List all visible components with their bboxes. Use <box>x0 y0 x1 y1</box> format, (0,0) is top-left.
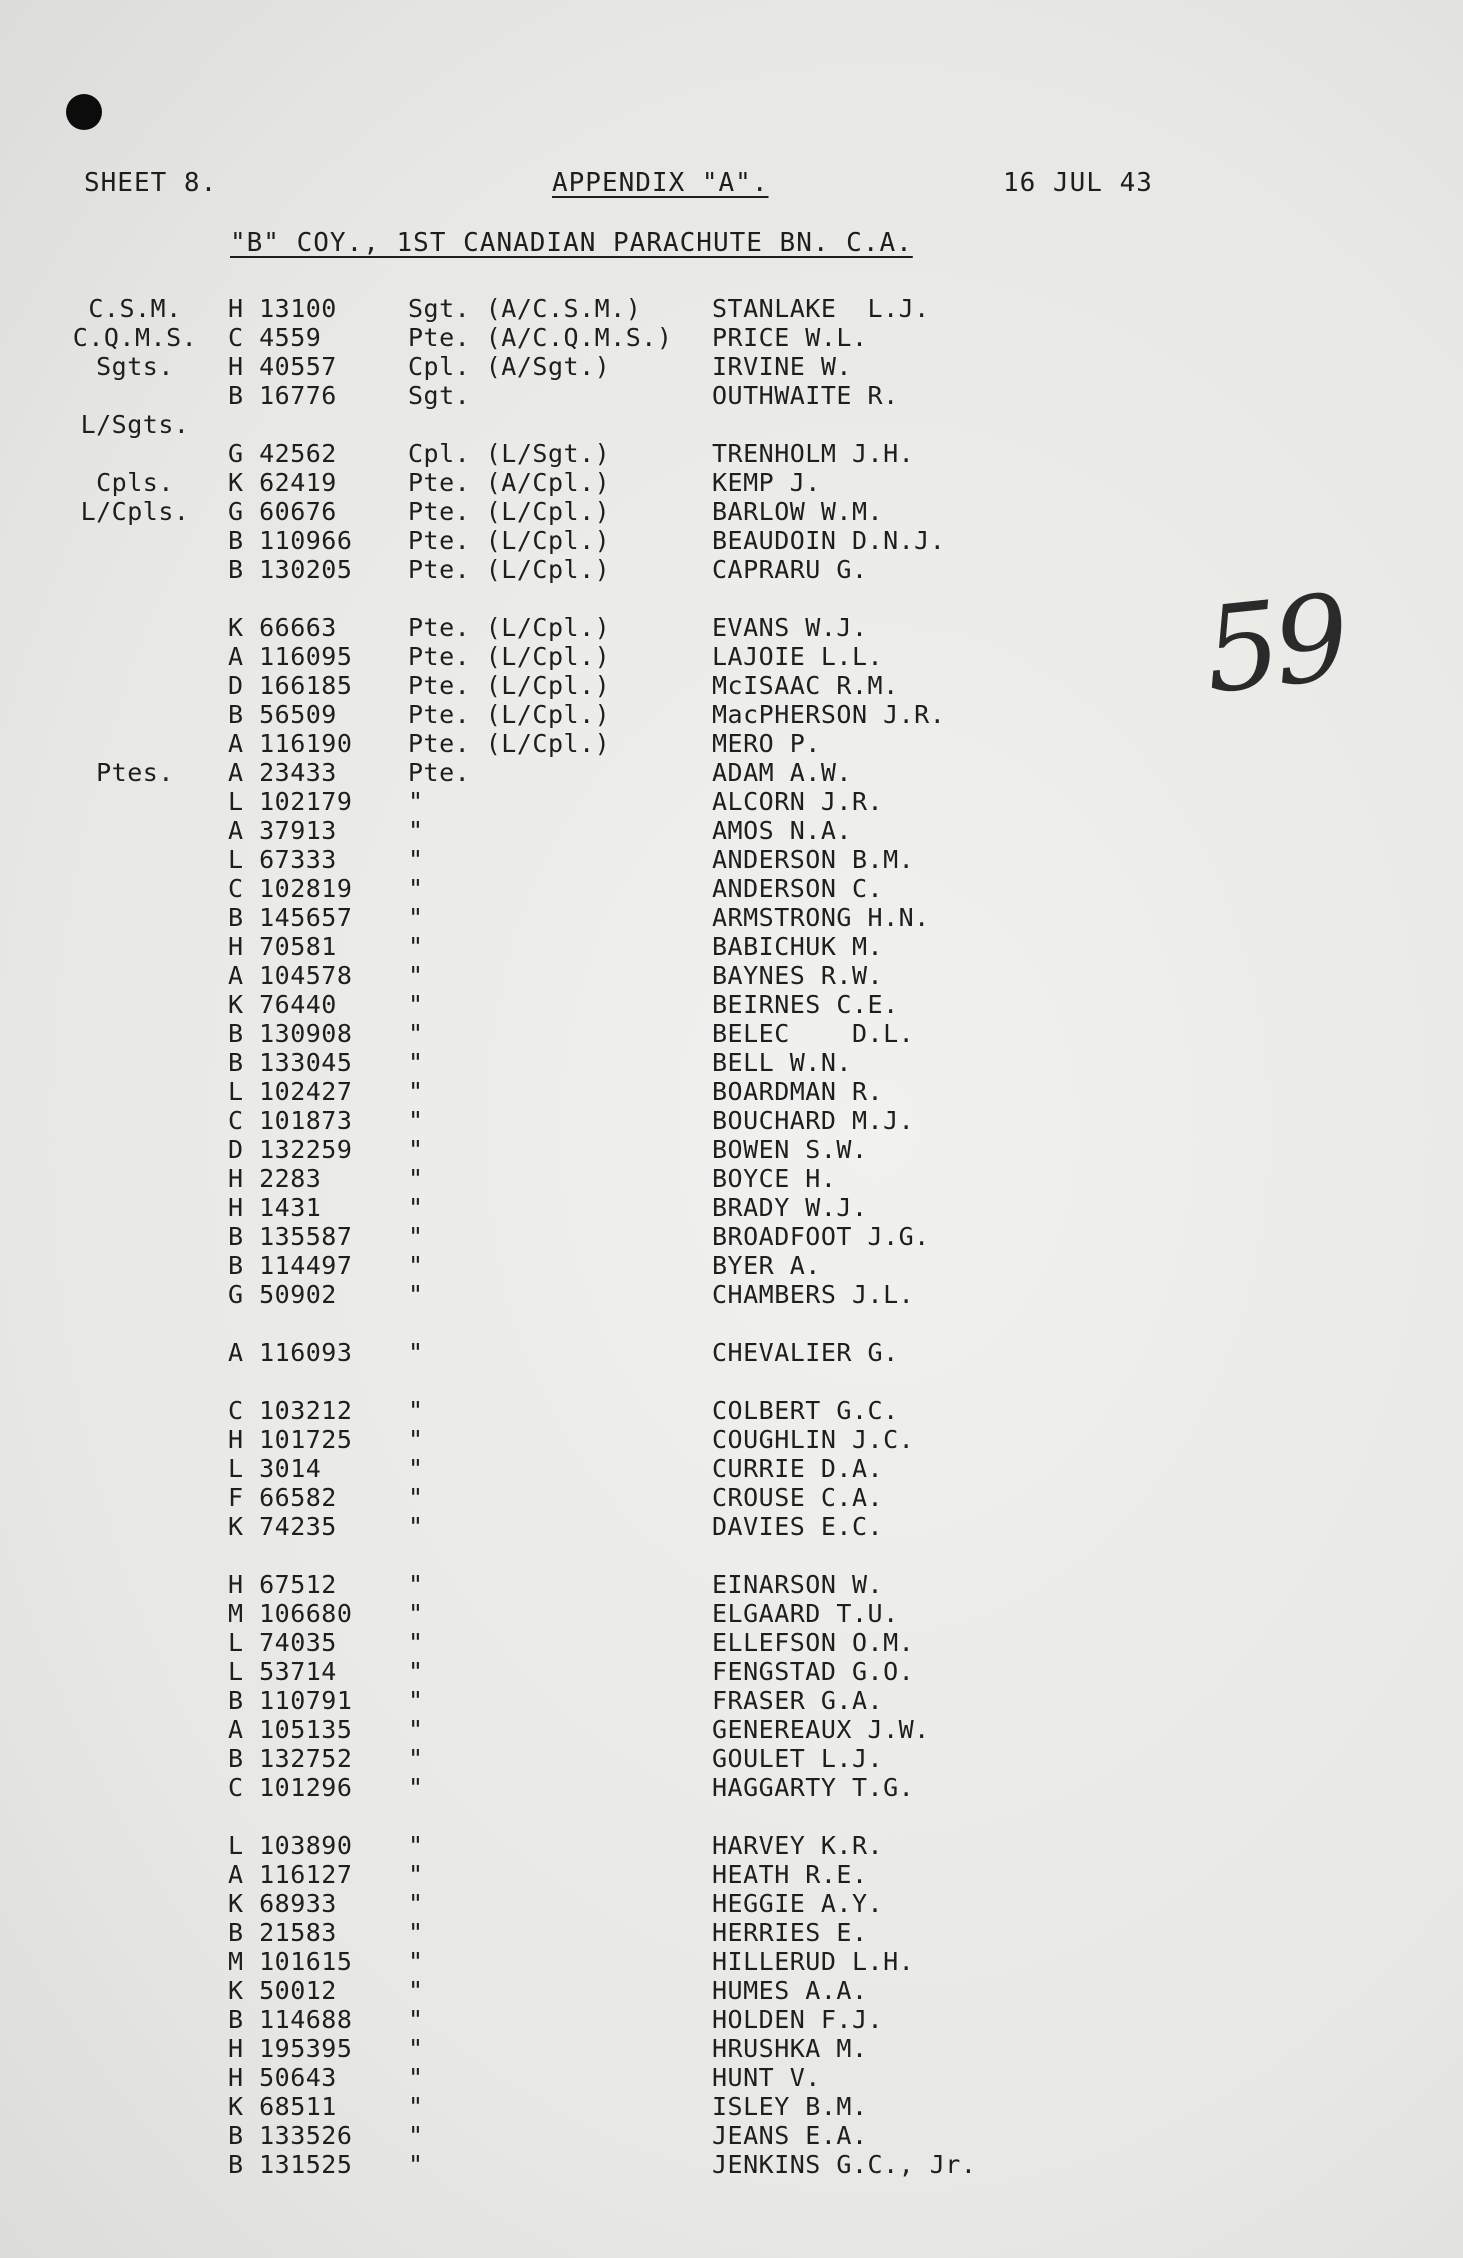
roster-name: BOYCE H. <box>712 1164 837 1193</box>
roster-service-number: C 4559 <box>228 323 322 352</box>
roster-service-number: A 116095 <box>228 642 353 671</box>
roster-service-number: K 68511 <box>228 2092 337 2121</box>
roster-grade: " <box>408 1744 424 1773</box>
roster-rank: C.Q.M.S. <box>72 323 198 352</box>
roster-grade: " <box>408 1106 424 1135</box>
roster-name: BAYNES R.W. <box>712 961 884 990</box>
roster-name: HAGGARTY T.G. <box>712 1773 915 1802</box>
handwritten-folio-number: 59 <box>1198 568 1350 720</box>
roster-rank: Sgts. <box>96 352 174 381</box>
roster-name: HOLDEN F.J. <box>712 2005 884 2034</box>
roster-grade: " <box>408 1251 424 1280</box>
roster-name: BOWEN S.W. <box>712 1135 868 1164</box>
roster-name: BOUCHARD M.J. <box>712 1106 915 1135</box>
roster-grade: Pte. <box>408 758 471 787</box>
roster-name: BROADFOOT J.G. <box>712 1222 930 1251</box>
roster-name: CAPRARU G. <box>712 555 868 584</box>
roster-service-number: H 101725 <box>228 1425 353 1454</box>
roster-name: CURRIE D.A. <box>712 1454 884 1483</box>
roster-grade: " <box>408 845 424 874</box>
roster-service-number: B 133045 <box>228 1048 353 1077</box>
roster-service-number: A 37913 <box>228 816 337 845</box>
roster-service-number: H 70581 <box>228 932 337 961</box>
roster-name: KEMP J. <box>712 468 821 497</box>
roster-rank: L/Cpls. <box>80 497 190 526</box>
roster-name: ANDERSON B.M. <box>712 845 915 874</box>
roster-service-number: A 23433 <box>228 758 337 787</box>
roster-service-number: L 67333 <box>228 845 337 874</box>
document-date: 16 JUL 43 <box>1003 168 1153 198</box>
roster-grade: " <box>408 816 424 845</box>
roster-grade: " <box>408 1222 424 1251</box>
roster-name: HEATH R.E. <box>712 1860 868 1889</box>
roster-name: EINARSON W. <box>712 1570 884 1599</box>
unit-heading: "B" COY., 1ST CANADIAN PARACHUTE BN. C.A. <box>230 228 913 258</box>
document-title: APPENDIX "A". <box>552 168 769 198</box>
roster-grade: Cpl. (A/Sgt.) <box>408 352 611 381</box>
roster-grade: " <box>408 1715 424 1744</box>
roster-service-number: B 110791 <box>228 1686 353 1715</box>
roster-service-number: D 132259 <box>228 1135 353 1164</box>
roster-name: HERRIES E. <box>712 1918 868 1947</box>
roster-grade: Pte. (L/Cpl.) <box>408 729 611 758</box>
roster-name: TRENHOLM J.H. <box>712 439 915 468</box>
roster-name: CHAMBERS J.L. <box>712 1280 915 1309</box>
roster-name: JEANS E.A. <box>712 2121 868 2150</box>
roster-grade: " <box>408 1599 424 1628</box>
roster-name: BELL W.N. <box>712 1048 852 1077</box>
roster-grade: " <box>408 787 424 816</box>
punch-hole <box>66 94 102 130</box>
roster-service-number: H 2283 <box>228 1164 322 1193</box>
roster-service-number: B 145657 <box>228 903 353 932</box>
roster-service-number: A 105135 <box>228 1715 353 1744</box>
roster-service-number: F 66582 <box>228 1483 337 1512</box>
roster-name: BOARDMAN R. <box>712 1077 884 1106</box>
roster-grade: " <box>408 1164 424 1193</box>
roster-name: HILLERUD L.H. <box>712 1947 915 1976</box>
roster-rank: C.S.M. <box>88 294 182 323</box>
roster-service-number: H 1431 <box>228 1193 322 1222</box>
roster-service-number: M 101615 <box>228 1947 353 1976</box>
roster-grade: Pte. (L/Cpl.) <box>408 497 611 526</box>
roster-service-number: B 16776 <box>228 381 337 410</box>
roster-grade: Pte. (L/Cpl.) <box>408 642 611 671</box>
sheet-number: SHEET 8. <box>84 168 218 198</box>
roster-service-number: H 67512 <box>228 1570 337 1599</box>
roster-service-number: C 103212 <box>228 1396 353 1425</box>
roster-service-number: B 110966 <box>228 526 353 555</box>
roster-grade: " <box>408 1918 424 1947</box>
roster-name: CROUSE C.A. <box>712 1483 884 1512</box>
roster-name: HRUSHKA M. <box>712 2034 868 2063</box>
roster-service-number: K 50012 <box>228 1976 337 2005</box>
roster-service-number: L 74035 <box>228 1628 337 1657</box>
roster-name: AMOS N.A. <box>712 816 852 845</box>
roster-name: LAJOIE L.L. <box>712 642 884 671</box>
roster-grade: " <box>408 1976 424 2005</box>
roster-grade: Pte. (L/Cpl.) <box>408 613 611 642</box>
roster-grade: " <box>408 2063 424 2092</box>
roster-grade: " <box>408 903 424 932</box>
roster-grade: Cpl. (L/Sgt.) <box>408 439 611 468</box>
roster-grade: " <box>408 1570 424 1599</box>
roster-grade: " <box>408 874 424 903</box>
roster-name: STANLAKE L.J. <box>712 294 930 323</box>
roster-service-number: A 116190 <box>228 729 353 758</box>
roster-service-number: D 166185 <box>228 671 353 700</box>
roster-name: BEAUDOIN D.N.J. <box>712 526 946 555</box>
roster-service-number: H 50643 <box>228 2063 337 2092</box>
roster-grade: Sgt. (A/C.S.M.) <box>408 294 642 323</box>
roster-name: ELLEFSON O.M. <box>712 1628 915 1657</box>
roster-name: BRADY W.J. <box>712 1193 868 1222</box>
roster-name: ALCORN J.R. <box>712 787 884 816</box>
roster-name: BEIRNES C.E. <box>712 990 899 1019</box>
roster-service-number: C 102819 <box>228 874 353 903</box>
roster-grade: " <box>408 1512 424 1541</box>
roster-grade: " <box>408 1628 424 1657</box>
roster-service-number: K 74235 <box>228 1512 337 1541</box>
roster-service-number: M 106680 <box>228 1599 353 1628</box>
roster-name: HUNT V. <box>712 2063 821 2092</box>
roster-grade: " <box>408 961 424 990</box>
roster-service-number: L 102179 <box>228 787 353 816</box>
roster-name: BARLOW W.M. <box>712 497 884 526</box>
roster-service-number: L 103890 <box>228 1831 353 1860</box>
roster-grade: " <box>408 1077 424 1106</box>
roster-name: MacPHERSON J.R. <box>712 700 946 729</box>
roster-name: BELEC D.L. <box>712 1019 915 1048</box>
roster-grade: Pte. (L/Cpl.) <box>408 555 611 584</box>
roster-grade: " <box>408 2005 424 2034</box>
roster-name: COUGHLIN J.C. <box>712 1425 915 1454</box>
roster-grade: " <box>408 1947 424 1976</box>
roster-service-number: L 53714 <box>228 1657 337 1686</box>
roster-grade: " <box>408 1396 424 1425</box>
roster-grade: " <box>408 1889 424 1918</box>
roster-name: CHEVALIER G. <box>712 1338 899 1367</box>
roster-grade: " <box>408 1483 424 1512</box>
roster-grade: " <box>408 1338 424 1367</box>
roster-service-number: B 135587 <box>228 1222 353 1251</box>
roster-grade: " <box>408 1773 424 1802</box>
roster-service-number: B 130908 <box>228 1019 353 1048</box>
roster-name: GENEREAUX J.W. <box>712 1715 930 1744</box>
roster-grade: " <box>408 1048 424 1077</box>
roster-grade: " <box>408 1135 424 1164</box>
roster-service-number: B 114688 <box>228 2005 353 2034</box>
roster-grade: Pte. (L/Cpl.) <box>408 671 611 700</box>
roster-service-number: H 13100 <box>228 294 337 323</box>
roster-name: BABICHUK M. <box>712 932 884 961</box>
roster-service-number: L 102427 <box>228 1077 353 1106</box>
roster-service-number: B 131525 <box>228 2150 353 2179</box>
roster-name: EVANS W.J. <box>712 613 868 642</box>
roster-service-number: H 195395 <box>228 2034 353 2063</box>
roster-name: DAVIES E.C. <box>712 1512 884 1541</box>
roster-grade: " <box>408 2150 424 2179</box>
roster-grade: Pte. (A/C.Q.M.S.) <box>408 323 673 352</box>
roster-service-number: G 42562 <box>228 439 337 468</box>
roster-grade: Sgt. <box>408 381 471 410</box>
roster-grade: Pte. (L/Cpl.) <box>408 526 611 555</box>
roster-name: JENKINS G.C., Jr. <box>712 2150 977 2179</box>
roster-grade: " <box>408 1454 424 1483</box>
roster-name: ISLEY B.M. <box>712 2092 868 2121</box>
roster-grade: " <box>408 1657 424 1686</box>
roster-name: ADAM A.W. <box>712 758 852 787</box>
roster-grade: " <box>408 990 424 1019</box>
roster-service-number: B 114497 <box>228 1251 353 1280</box>
roster-name: GOULET L.J. <box>712 1744 884 1773</box>
roster-service-number: K 62419 <box>228 468 337 497</box>
roster-name: FENGSTAD G.O. <box>712 1657 915 1686</box>
roster-name: PRICE W.L. <box>712 323 868 352</box>
roster-service-number: B 21583 <box>228 1918 337 1947</box>
roster-grade: " <box>408 1019 424 1048</box>
roster-service-number: K 68933 <box>228 1889 337 1918</box>
roster-service-number: G 60676 <box>228 497 337 526</box>
roster-name: OUTHWAITE R. <box>712 381 899 410</box>
roster-grade: " <box>408 1831 424 1860</box>
roster-service-number: C 101296 <box>228 1773 353 1802</box>
roster-rank: L/Sgts. <box>80 410 190 439</box>
roster-grade: " <box>408 1686 424 1715</box>
roster-service-number: C 101873 <box>228 1106 353 1135</box>
roster-name: HUMES A.A. <box>712 1976 868 2005</box>
roster-grade: " <box>408 2034 424 2063</box>
roster-service-number: G 50902 <box>228 1280 337 1309</box>
roster-service-number: A 104578 <box>228 961 353 990</box>
roster-grade: " <box>408 1193 424 1222</box>
roster-service-number: A 116127 <box>228 1860 353 1889</box>
roster-service-number: B 56509 <box>228 700 337 729</box>
roster-name: McISAAC R.M. <box>712 671 899 700</box>
roster-grade: " <box>408 1280 424 1309</box>
roster-grade: Pte. (A/Cpl.) <box>408 468 611 497</box>
roster-grade: Pte. (L/Cpl.) <box>408 700 611 729</box>
roster-name: MERO P. <box>712 729 821 758</box>
roster-grade: " <box>408 1860 424 1889</box>
roster-grade: " <box>408 2092 424 2121</box>
roster-name: BYER A. <box>712 1251 821 1280</box>
roster-grade: " <box>408 1425 424 1454</box>
roster-service-number: B 132752 <box>228 1744 353 1773</box>
roster-name: IRVINE W. <box>712 352 852 381</box>
roster-service-number: K 66663 <box>228 613 337 642</box>
roster-grade: " <box>408 932 424 961</box>
roster-name: ANDERSON C. <box>712 874 884 903</box>
roster-rank: Ptes. <box>96 758 174 787</box>
roster-name: HARVEY K.R. <box>712 1831 884 1860</box>
roster-name: ARMSTRONG H.N. <box>712 903 930 932</box>
roster-name: ELGAARD T.U. <box>712 1599 899 1628</box>
roster-service-number: B 133526 <box>228 2121 353 2150</box>
roster-rank: Cpls. <box>96 468 174 497</box>
roster-service-number: H 40557 <box>228 352 337 381</box>
roster-name: FRASER G.A. <box>712 1686 884 1715</box>
roster-service-number: L 3014 <box>228 1454 322 1483</box>
roster-service-number: K 76440 <box>228 990 337 1019</box>
roster-grade: " <box>408 2121 424 2150</box>
roster-service-number: A 116093 <box>228 1338 353 1367</box>
roster-service-number: B 130205 <box>228 555 353 584</box>
roster-name: COLBERT G.C. <box>712 1396 899 1425</box>
roster-name: HEGGIE A.Y. <box>712 1889 884 1918</box>
